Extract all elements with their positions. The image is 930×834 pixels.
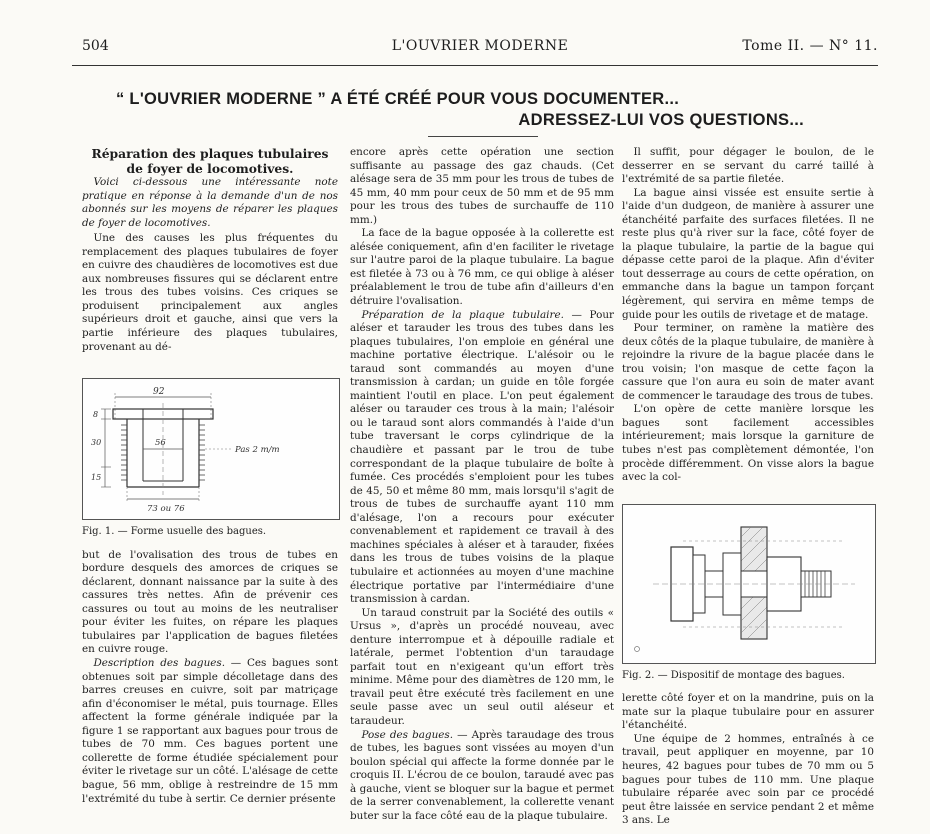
paragraph: Un taraud construit par la Société des outils « Ursus », d'après un procédé nouveau, avec denture interrompue et à dépouille radiale et latérale, permet l'obtention d'un taraudage parfait tout en n'exigeant qu'un effort très minime. Même pour des diamètres de 120 mm, le travail peut être exécuté très facilement en une seule passe avec un seul outil aléseur et taraudeur. (350, 606, 614, 727)
paragraph-text: — Pour aléser et tarauder les trous des tubes dans les plaques tubulaires, l'on emploie en général une machine portative électrique. L'alésoir ou le taraud sont commandés au moyen d'une transmission à cardan; un guide en tôle forgée maintient l'outil en place. L'on peut également aléser ou tarauder ces trous à la main; l'alésoir ou le taraud sont alors commandés à l'aide d'un tube traversant le corps cylindrique de la chaudière et passant par le trou de tube correspondant de la plaque tubulaire de boîte à fumée. Ces procédés s'emploient pour les tubes de 45, 50 et même 80 mm, mais lorsqu'il s'agit de trous de tubes de surchauffe ayant 110 mm d'alésage, l'on a recours pour exécuter convenablement et rapidement ce travail à des machines spéciales à aléser et à tarauder, fixées dans les trous de tubes voisins de la plaque tubulaire et actionnées au moyen d'une machine électrique portative par l'intermédiaire d'une transmission à cardan. (350, 308, 615, 606)
figure-2 (622, 504, 876, 664)
dim-thread-label: 73 ou 76 (147, 504, 185, 515)
paragraph: lerette côté foyer et on la mandrine, puis on la mate sur la plaque tubulaire pour en assurer l'étanchéité. (622, 692, 874, 732)
dim-width-label: 92 (153, 387, 165, 398)
paragraph (350, 309, 614, 607)
banner-rule (428, 136, 538, 137)
paragraph-text: — Ces bagues sont obtenues soit par simple décolletage dans des barres creuses en cuivre, soit par matriçage afin d'économiser le métal, puis tournage. Elles affectent la forme générale indiquée par la figure 1 se rapportant aux bagues pour trous de tubes de 70 mm. Ces bagues portent une collerette de forme étudiée spécialement pour éviter le rivetage sur un côté. L'alésage de cette bague, 56 mm, oblige à restreindre de 15 mm l'extrémité du tube à sertir. Ce dernier présente (82, 657, 338, 805)
paragraph: Il suffit, pour dégager le boulon, de le desserrer en se servant du carré taillé à l'extrémité de sa partie filetée. (622, 146, 874, 186)
figure-2-mark (635, 646, 640, 651)
paragraph: but de l'ovalisation des trous de tubes en bordure desquels des amorces de criques se déclarent, donnant naissance par la suite à des cassures très nettes. Afin de prévenir ces cassures ou tout au moins de les neutraliser pour éviter les fuites, on répare les plaques tubulaires par l'application de bagues filetées en cuivre rouge. (82, 548, 338, 656)
paragraph: Une des causes les plus fréquentes du remplacement des plaques tubulaires de foyer en cuivre des chaudières de locomotives est due aux nombreuses fissures qui se déclarent entre les trous des tubes voisins. Ces criques se produisent principalement aux angles supérieurs droit et gauche, ainsi que vers la partie inférieure des plaques tubulaires, provenant au dé- (82, 232, 338, 353)
pitch-label: Pas 2 m/m (235, 445, 280, 456)
header-rule (72, 65, 878, 66)
volume-issue: Tome II. — N° 11. (742, 38, 878, 54)
page-number: 504 (82, 38, 109, 54)
dim-height-c: 15 (91, 473, 102, 483)
dim-bore-label: 56 (155, 438, 166, 449)
article-title: Réparation des plaques tubulaires de foyer de locomotives. (91, 146, 329, 176)
column-1 (82, 146, 338, 806)
paragraph-label: Pose des bagues. (361, 728, 454, 741)
paragraph: Une équipe de 2 hommes, entraînés à ce travail, peut appliquer en moyenne, par 10 heures, 42 bagues pour tubes de 70 mm ou 5 bagues pour tubes de 110 mm. Une plaque tubulaire réparée avec soin par ce procédé peut être laissée en service pendant 2 et même 3 ans. Le (622, 732, 874, 827)
column-3 (622, 146, 874, 828)
dim-height-a: 8 (93, 410, 99, 420)
article-lead: Voici ci-dessous une intéressante note pratique en réponse à la demande d'un de nos abonnés sur les moyens de réparer les plaques de foyer de locomotives. (82, 176, 338, 229)
paragraph-label: Préparation de la plaque tubulaire. (361, 308, 564, 321)
figure-2-drawing (623, 505, 875, 663)
paragraph: La bague ainsi vissée est ensuite sertie à l'aide d'un dudgeon, de manière à assurer une étanchéité parfaite des surfaces filetées. Il ne reste plus qu'à river sur la face, côté foyer de la plaque tubulaire, la partie de la bague qui dépasse cette paroi de la plaque. Afin d'éviter tout desserrage au cours de cette opération, on emmanche dans la bague un tampon forçant légèrement, qui servira en même temps de guide pour les outils de rivetage et de matage. (622, 186, 874, 321)
banner-line-1: “ L'OUVRIER MODERNE ” A ÉTÉ CRÉÉ POUR VOUS DOCUMENTER... (116, 90, 680, 108)
running-header (82, 38, 878, 60)
paragraph-text: — Après taraudage des trous de tubes, les bagues sont vissées au moyen d'un boulon spécial qui affecte la forme donnée par le croquis II. L'écrou de ce boulon, taraudé avec pas à gauche, vient se bloquer sur la bague et permet de la serrer convenablement, la collerette venant buter sur la face côté eau de la plaque tubulaire. (350, 728, 614, 822)
paragraph (350, 729, 614, 824)
paragraph: La face de la bague opposée à la collerette est alésée coniquement, afin d'en faciliter le rivetage sur l'autre paroi de la plaque tubulaire. La bague est filetée à 73 ou à 76 mm, ce qui oblige à aléser préalablement le trou de tube afin d'ailleurs d'en détruire l'ovalisation. (350, 227, 614, 308)
paragraph: Pour terminer, on ramène la matière des deux côtés de la plaque tubulaire, de manière à rejoindre la rivure de la bague placée dans le trou voisin; l'on masque de cette façon la cassure que l'on aura eu soin de mater avant de commencer le taraudage des trous de tubes. (622, 322, 874, 402)
figure-2-caption: Fig. 2. — Dispositif de montage des bagues. (622, 669, 845, 681)
paragraph (82, 657, 338, 806)
paragraph: encore après cette opération une section suffisante au passage des gaz chauds. (Cet alésage sera de 35 mm pour les trous de tubes de 45 mm, 40 mm pour ceux de 50 mm et de 95 mm pour les trous des tubes de surchauffe de 110 mm.) (350, 146, 614, 226)
paragraph: L'on opère de cette manière lorsque les bagues sont facilement accessibles intérieurement; mais lorsque la garniture de tubes n'est pas complètement démontée, l'on procède différemment. On visse alors la bague avec la col- (622, 403, 874, 484)
journal-title: L'OUVRIER MODERNE (391, 38, 569, 54)
figure-1-drawing (83, 379, 339, 519)
banner-line-2: ADRESSEZ-LUI VOS QUESTIONS... (518, 111, 804, 129)
figure-1-caption: Fig. 1. — Forme usuelle des bagues. (82, 526, 267, 538)
column-2 (350, 146, 614, 823)
dim-height-b: 30 (91, 438, 102, 448)
figure-1 (82, 378, 340, 520)
paragraph-label: Description des bagues. (93, 657, 226, 670)
